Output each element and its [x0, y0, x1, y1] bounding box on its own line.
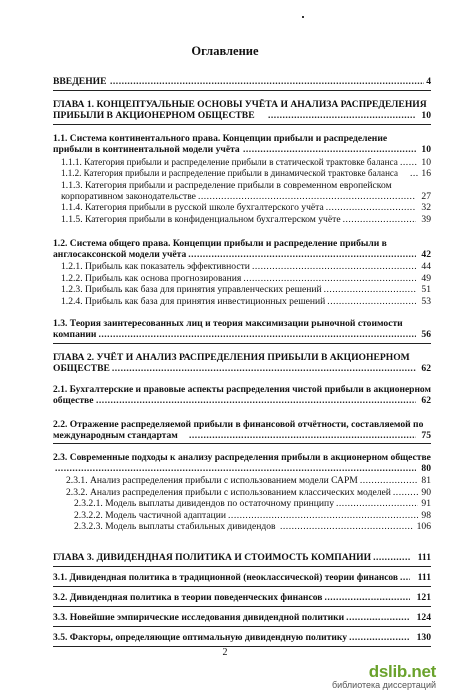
toc-page-number: 39 [421, 214, 431, 225]
dot-leader [96, 395, 416, 406]
toc-line [0, 157, 450, 168]
toc-entry[interactable] [0, 273, 450, 284]
toc-entry-title: 1.1. Система континентального права. Концепции прибыли и распределение [53, 133, 388, 144]
toc-line [0, 202, 450, 213]
toc-entry[interactable] [0, 552, 450, 563]
toc-line [0, 76, 450, 87]
toc-page-number: 10 [421, 110, 431, 122]
page-number: 2 [222, 647, 228, 658]
toc-entry[interactable] [0, 214, 450, 225]
toc-line [0, 191, 450, 202]
toc-page-number: 90 [421, 487, 431, 498]
toc-entry-title: 2.2. Отражение распределяемой прибыли в финансовой отчётности, составляемой по [53, 419, 424, 430]
dot-leader [326, 202, 416, 213]
toc-entry[interactable] [0, 498, 450, 509]
toc-page-number: 32 [421, 202, 431, 213]
toc-entry[interactable] [0, 133, 450, 155]
toc-entry[interactable] [0, 99, 450, 121]
toc-line [0, 261, 450, 272]
dot-leader [189, 430, 416, 441]
toc-entry-title: 1.2.1. Прибыль как показатель эффективности [61, 261, 250, 272]
section-rule [53, 343, 431, 344]
toc-entry[interactable] [0, 157, 450, 168]
toc-line [0, 510, 450, 521]
toc-entry[interactable] [0, 261, 450, 272]
dot-leader [324, 592, 410, 603]
toc-line [0, 144, 450, 155]
toc-entry-title: 1.1.4. Категория прибыли в русской школе бухгалтерского учёта [61, 202, 324, 213]
dot-leader [349, 632, 410, 643]
toc-entry[interactable] [0, 487, 450, 498]
toc-line [0, 552, 450, 563]
toc-page-number: 51 [421, 284, 431, 295]
section-rule [53, 626, 431, 627]
toc-line [0, 214, 450, 225]
toc-entry-title: 3.1. Дивидендная политика в традиционной (неоклассической) теории финансов [53, 572, 399, 583]
toc-line [0, 487, 450, 498]
toc-entry-title: англосаксонской модели учёта [53, 249, 187, 261]
dot-leader [336, 498, 418, 509]
toc-entry-title: прибыли в континентальной модели учёта [53, 144, 240, 156]
toc-line [0, 249, 450, 260]
toc-line [0, 133, 450, 144]
toc-entry-title: международным стандартам [53, 430, 178, 442]
toc-line [0, 395, 450, 406]
dot-leader [228, 510, 418, 521]
dot-leader [268, 110, 416, 121]
watermark-subtitle: библиотека диссертаций [331, 680, 436, 690]
toc-entry[interactable] [0, 384, 450, 406]
toc-entry[interactable] [0, 419, 450, 441]
toc-line [0, 296, 450, 307]
toc-line [0, 612, 450, 623]
toc-entry[interactable] [0, 180, 450, 202]
toc-entry-title: 1.2. Система общего права. Концепции прибыли и распределение прибыли в [53, 238, 387, 249]
toc-entry[interactable] [0, 296, 450, 307]
toc-line [0, 99, 450, 110]
toc-entry-title: 2.3.2. Анализ распределения прибыли с использованием классических моделей [66, 487, 391, 498]
toc-entry-title: ГЛАВА 1. КОНЦЕПТУАЛЬНЫЕ ОСНОВЫ УЧЁТА И АНАЛИЗА РАСПРЕДЕЛЕНИЯ [53, 99, 427, 110]
toc-page-number: 106 [416, 521, 431, 532]
page-title: Оглавление [191, 44, 259, 58]
toc-entry[interactable] [0, 284, 450, 295]
toc-entry[interactable] [0, 238, 450, 260]
toc-entry-title: 1.1.1. Категория прибыли и распределение прибыли в статической трактовке баланса [61, 157, 398, 168]
dot-leader [98, 329, 416, 340]
toc-page-number: 81 [421, 475, 431, 486]
toc-entry-title: корпоративном законодательстве [61, 191, 196, 203]
toc-line [0, 238, 450, 249]
watermark-logo: dslib.net [368, 662, 436, 681]
toc-line [0, 318, 450, 329]
dot-leader [110, 76, 424, 87]
dot-leader [252, 261, 416, 272]
section-rule [53, 586, 431, 587]
toc-page-number: 42 [421, 249, 431, 261]
toc-page-number: 56 [421, 329, 431, 341]
toc-page-number: 10 [421, 157, 431, 168]
dot-leader [393, 487, 418, 498]
toc-line [0, 284, 450, 295]
dot-leader [373, 552, 410, 563]
toc-line [0, 592, 450, 603]
toc-line [0, 498, 450, 509]
toc-line [0, 452, 450, 463]
dot-leader [324, 284, 416, 295]
toc-entry-title: обществе [53, 395, 94, 407]
dot-leader [55, 463, 416, 474]
section-rule [53, 124, 431, 125]
toc-entry[interactable] [0, 592, 450, 603]
toc-entry-title: 1.2.2. Прибыль как основа прогнозирования [61, 273, 242, 284]
watermark[interactable] [318, 662, 436, 690]
toc-line [0, 168, 450, 179]
toc-entry[interactable] [0, 168, 450, 179]
toc-page-number: 124 [416, 612, 431, 623]
toc-page-number: 91 [421, 498, 431, 509]
toc-entry[interactable] [0, 632, 450, 643]
toc-entry-title: 2.1. Бухгалтерские и правовые аспекты распределения чистой прибыли в акционерном [53, 384, 431, 395]
dot-leader [198, 191, 416, 202]
toc-entry-title: 2.3.1. Анализ распределения прибыли с использованием модели САРМ [66, 475, 358, 486]
toc-line [0, 632, 450, 643]
toc-entry[interactable] [0, 521, 450, 532]
dot-leader [400, 157, 418, 168]
toc-page-number: 80 [421, 463, 431, 475]
scan-speck [302, 16, 304, 18]
toc-entry[interactable] [0, 352, 450, 374]
toc-line [0, 384, 450, 395]
toc-line [0, 273, 450, 284]
toc-entry-title: 1.1.3. Категория прибыли и распределение прибыли в современном европейском [61, 180, 392, 191]
toc-entry-title: ГЛАВА 3. ДИВИДЕНДНАЯ ПОЛИТИКА И СТОИМОСТЬ КОМПАНИИ [53, 552, 372, 563]
toc-line [0, 419, 450, 430]
dot-leader [360, 475, 418, 486]
toc-entry-title: 1.1.5. Категория прибыли в конфиденциальном бухгалтерском учёте [61, 214, 341, 225]
toc-entry-title: 3.2. Дивидендная политика в теории поведенческих финансов [53, 592, 323, 603]
toc-entry[interactable] [0, 572, 450, 583]
toc-page-number: 75 [421, 430, 431, 442]
toc-page-number: 130 [416, 632, 431, 643]
toc-entry-title: 1.3. Теория заинтересованных лиц и теория максимизации рыночной стоимости [53, 318, 403, 329]
toc-line [0, 463, 450, 474]
toc-page-number: 111 [417, 572, 431, 583]
toc-entry-title: ОБЩЕСТВЕ [53, 363, 110, 375]
toc-line [0, 521, 450, 532]
dot-leader [327, 296, 416, 307]
toc-entry-title: 2.3. Современные подходы к анализу распределения прибыли в акционерном обществе [53, 452, 431, 463]
toc-page-number: 62 [421, 363, 431, 375]
toc-page-number: 111 [417, 552, 431, 563]
toc-entry-title: 2.3.2.2. Модель частичной адаптации [74, 510, 227, 521]
toc-entry-title: 1.1.2. Категория прибыли и распределение прибыли в динамической трактовке баланса [61, 168, 399, 179]
toc-entry[interactable] [0, 475, 450, 486]
toc-page-number: 4 [426, 76, 431, 87]
toc-line [0, 475, 450, 486]
toc-page-number: 16 [421, 168, 431, 179]
toc-page-number: 98 [421, 510, 431, 521]
dot-leader [243, 273, 416, 284]
toc-entry-title: компании [53, 329, 97, 341]
section-rule [53, 566, 431, 567]
toc-line [0, 110, 450, 121]
dot-leader [243, 144, 416, 155]
toc-page-number: 44 [421, 261, 431, 272]
toc-line [0, 430, 450, 441]
dot-leader [343, 214, 416, 225]
toc-entry-title: 1.2.3. Прибыль как база для принятия управленческих решений [61, 284, 322, 295]
dot-leader [410, 168, 418, 179]
toc-line [0, 363, 450, 374]
toc-page-number: 121 [416, 592, 431, 603]
toc-entry-title: 2.3.2.1. Модель выплаты дивидендов по остаточному принципу [74, 498, 334, 509]
dot-leader [280, 521, 414, 532]
toc-entry[interactable] [0, 202, 450, 213]
section-rule [53, 90, 431, 91]
toc-entry-title: ВВЕДЕНИЕ [53, 76, 107, 87]
toc-entry[interactable] [0, 76, 450, 87]
toc-page-number: 10 [421, 144, 431, 156]
toc-page-number: 62 [421, 395, 431, 407]
toc-entry[interactable] [0, 510, 450, 521]
dot-leader [112, 363, 416, 374]
section-rule [53, 443, 431, 444]
toc-page-number: 27 [421, 191, 431, 203]
toc-entry-title: 2.3.2.3. Модель выплаты стабильных дивидендов [74, 521, 276, 532]
toc-entry-title: ГЛАВА 2. УЧЁТ И АНАЛИЗ РАСПРЕДЕЛЕНИЯ ПРИБЫЛИ В АКЦИОНЕРНОМ [53, 352, 410, 363]
dot-leader [346, 612, 410, 623]
toc-entry[interactable] [0, 318, 450, 340]
dot-leader [400, 572, 410, 583]
toc-page-number: 53 [421, 296, 431, 307]
toc-entry-title: 3.5. Факторы, определяющие оптимальную дивидендную политику [53, 632, 348, 643]
toc-entry[interactable] [0, 452, 450, 474]
dot-leader [188, 249, 416, 260]
toc-entry-title: 1.2.4. Прибыль как база для принятия инвестиционных решений [61, 296, 326, 307]
toc-page-number: 49 [421, 273, 431, 284]
toc-line [0, 180, 450, 191]
toc-entry-title: ПРИБЫЛИ В АКЦИОНЕРНОМ ОБЩЕСТВЕ [53, 110, 255, 122]
toc-entry-title: 3.3. Новейшие эмпирические исследования дивидендной политики [53, 612, 345, 623]
toc-line [0, 352, 450, 363]
toc-entry[interactable] [0, 612, 450, 623]
toc-line [0, 572, 450, 583]
toc-line [0, 329, 450, 340]
section-rule [53, 606, 431, 607]
